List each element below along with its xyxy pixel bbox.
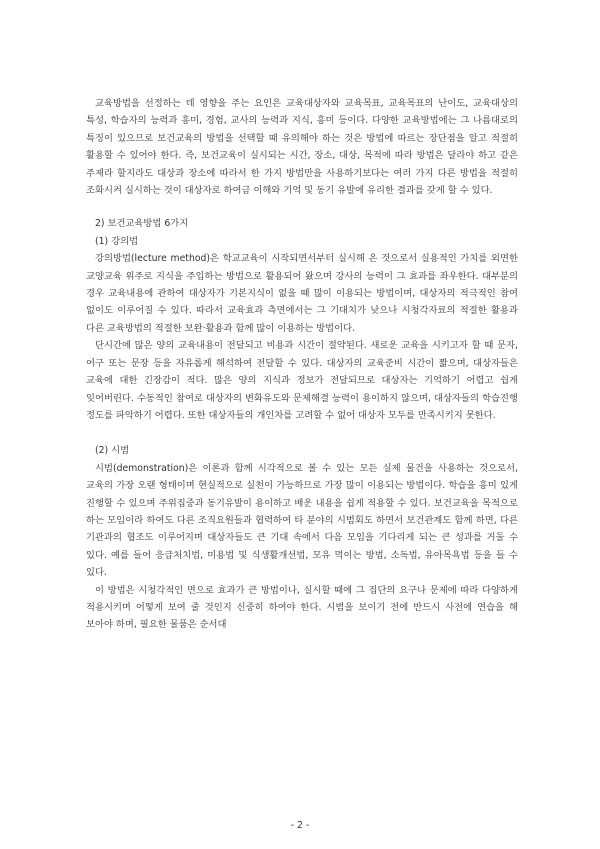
document-body: [86, 95, 518, 634]
lecture-heading: (1) 강의법: [95, 235, 139, 247]
intro-paragraph: 교육방법을 선정하는 데 영향을 주는 요인은 교육대상자와 교육목표, 교육목표의 난이도, 교육대상의 특성, 학습자의 능력과 흥미, 경험, 교사의 능력과 지식, 흥미 등이다. 다양한 교육방법에는 그 나름대로의 특징이 있으므로 보건교육의 방법을 선택할 때 유의해야 하는 것은 방법에 따르는 장단점을 알고 적절히 활용할 수 있어야 한다. 즉, 보건교육이 실시되는 시간, 장소, 대상, 목적에 따라 방법은 달라야 하고 같은 주제라 할지라도 대상과 장소에 따라서 한 가지 방법만을 사용하기보다는 여러 가지 다른 방법을 적절히 조화시켜 실시하는 것이 대상자로 하여금 이해와 기억 및 동기 유발에 유리한 결과를 갖게 할 수 있다.: [86, 98, 518, 197]
spacer: [86, 424, 518, 442]
lecture-paragraph-1: 강의방법(lecture method)은 학교교육이 시작되면서부터 실시해 온 것으로서 실용적인 가치를 외면한 교양교육 위주로 지식을 주입하는 방법으로 활용되어 왔으며 강사의 능력이 그 효과를 좌우한다. 대부분의 경우 교육내용에 관하여 대상자가 기본지식이 없을 때 많이 이용되는 방법이며, 대상자의 적극적인 참여 없이도 이루어질 수 있다. 따라서 교육효과 측면에서는 그 기대치가 낮으나 시청각자료의 적절한 활용과 다른 교육방법의 적절한 보완·활용과 함께 많이 이용하는 방법이다.: [86, 253, 518, 334]
demonstration-paragraph-1: 시범(demonstration)은 이론과 함께 시각적으로 볼 수 있는 모든 실제 물건을 사용하는 것으로서, 교육의 가장 오랜 형태이며 현실적으로 실천이 가능하므로 가장 많이 이용되는 방법이다. 학습을 흥미 있게 진행할 수 있으며 주위집중과 동기유발이 용이하고 배운 내용을 쉽게 적용할 수 있다. 보건교육을 목적으로 하는 모임이라 하여도 다른 조직요원들과 협력하여 타 분야의 시범회도 하면서 보건관계도 함께 하면, 다른 기관과의 협조도 이루어지며 대상자들도 큰 기대 속에서 다음 모임을 기다리게 되는 큰 성과를 거둘 수 있다. 예를 들어 응급처치법, 미용법 및 식생활개선법, 모유 먹이는 방법, 소독법, 유아목욕법 등을 들 수 있다.: [86, 462, 518, 579]
demonstration-heading: (2) 시범: [95, 445, 130, 457]
demonstration-paragraph-2: 이 방법은 시청각적인 면으로 효과가 큰 방법이나, 실시할 때에 그 집단의 요구나 문제에 따라 다양하게 적용시키며 어떻게 보여 줄 것인지 신중히 하여야 한다. 시범을 보이기 전에 반드시 사전에 연습을 해 보아야 하며, 필요한 물품은 순서대: [86, 584, 518, 631]
section-title: 2) 보건교육방법 6가지: [95, 218, 189, 230]
page-number: - 2 -: [290, 820, 310, 831]
lecture-paragraph-2: 단시간에 많은 양의 교육내용이 전달되고 비용과 시간이 절약된다. 새로운 교육을 시키고자 할 때 문자, 어구 또는 문장 등을 자유롭게 해석하여 전달할 수 있다. 대상자의 교육준비 시간이 짧으며, 대상자들은 교육에 대한 긴장감이 적다. 많은 양의 지식과 정보가 전달되므로 대상자는 기억하기 어렵고 쉽게 잊어버린다. 수동적인 참여로 대상자의 변화유도와 문제해결 능력이 용이하지 않으며, 대상자들의 학습진행 정도를 파악하기 어렵다. 또한 대상자들의 개인차를 고려할 수 없어 대상자 모두를 만족시키지 못한다.: [86, 340, 518, 421]
spacer: [86, 199, 518, 215]
